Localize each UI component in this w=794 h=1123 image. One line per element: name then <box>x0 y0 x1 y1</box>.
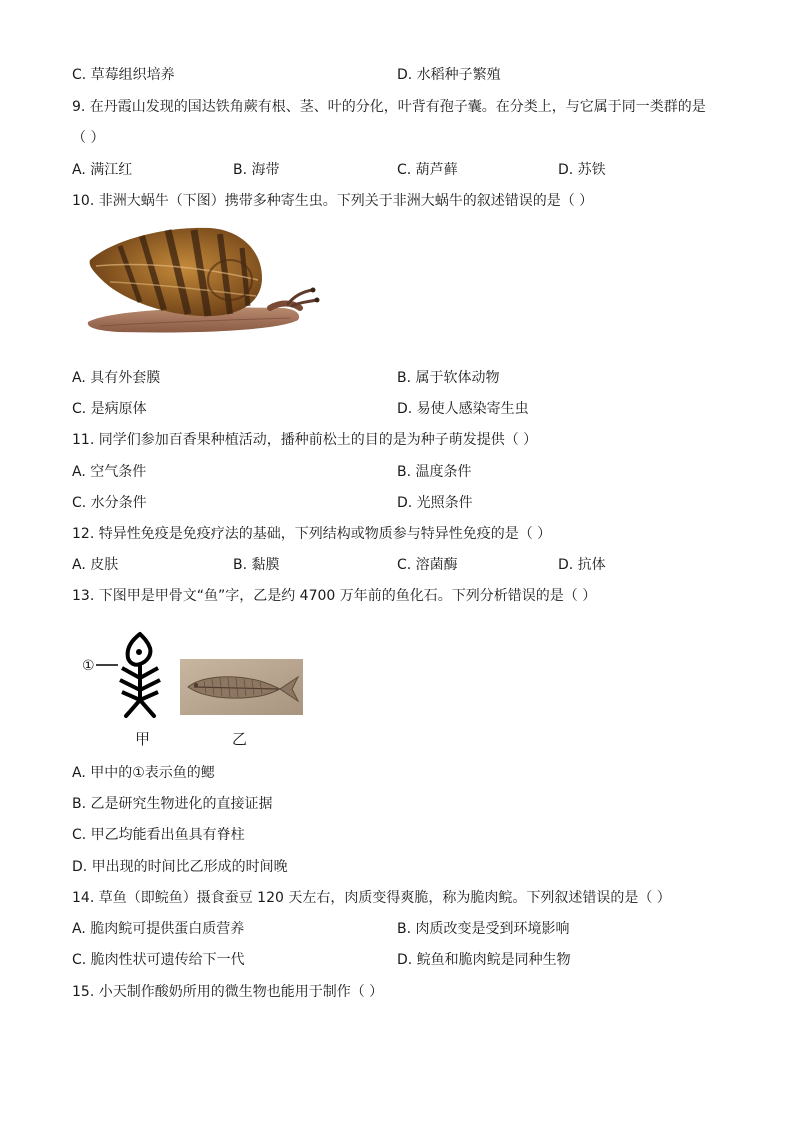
q9-option-c: C. 葫芦藓 <box>397 162 458 178</box>
q10-option-c: C. 是病原体 <box>72 401 147 417</box>
q15-stem: 15. 小天制作酸奶所用的微生物也能用于制作（ ） <box>72 984 384 1000</box>
q12-stem: 12. 特异性免疫是免疫疗法的基础，下列结构或物质参与特异性免疫的是（ ） <box>72 526 552 542</box>
q11-option-b: B. 温度条件 <box>397 464 472 480</box>
q8-option-c: C. 草莓组织培养 <box>72 67 175 83</box>
label-yi: 乙 <box>232 730 248 748</box>
snail-image <box>80 222 320 350</box>
q12-option-b: B. 黏膜 <box>233 557 280 573</box>
q9-stem: 9. 在丹霞山发现的国达铁角蕨有根、茎、叶的分化，叶背有孢子囊。在分类上，与它属于同一类群的是 <box>72 99 706 115</box>
q13-option-b: B. 乙是研究生物进化的直接证据 <box>72 796 273 812</box>
label-jia: 甲 <box>135 730 151 748</box>
q11-option-c: C. 水分条件 <box>72 495 147 511</box>
q10-option-d: D. 易使人感染寄生虫 <box>397 401 529 417</box>
oracle-fish-character-image <box>96 630 170 718</box>
q12-option-a: A. 皮肤 <box>72 557 119 573</box>
q13-option-d: D. 甲出现的时间比乙形成的时间晚 <box>72 859 288 875</box>
q12-option-c: C. 溶菌酶 <box>397 557 458 573</box>
q9-option-b: B. 海带 <box>233 162 280 178</box>
q14-option-d: D. 鲩鱼和脆肉鲩是同种生物 <box>397 952 571 968</box>
marker-circled-1: ① <box>82 658 95 674</box>
q13-option-c: C. 甲乙均能看出鱼具有脊柱 <box>72 827 245 843</box>
q9-option-d: D. 苏铁 <box>558 162 606 178</box>
q14-option-a: A. 脆肉鲩可提供蛋白质营养 <box>72 921 245 937</box>
q11-option-d: D. 光照条件 <box>397 495 473 511</box>
q9-paren: （ ） <box>72 130 105 146</box>
q14-stem: 14. 草鱼（即鲩鱼）摄食蚕豆 120 天左右，肉质变得爽脆，称为脆肉鲩。下列叙述错误的是（ ） <box>72 890 671 906</box>
q10-stem: 10. 非洲大蜗牛（下图）携带多种寄生虫。下列关于非洲大蜗牛的叙述错误的是（ ） <box>72 193 594 209</box>
q9-option-a: A. 满江红 <box>72 162 133 178</box>
q14-option-c: C. 脆肉性状可遗传给下一代 <box>72 952 245 968</box>
q13-option-a: A. 甲中的①表示鱼的鳃 <box>72 765 215 781</box>
q14-option-b: B. 肉质改变是受到环境影响 <box>397 921 570 937</box>
q11-option-a: A. 空气条件 <box>72 464 147 480</box>
q10-option-a: A. 具有外套膜 <box>72 370 161 386</box>
q8-option-d: D. 水稻种子繁殖 <box>397 67 501 83</box>
q10-option-b: B. 属于软体动物 <box>397 370 500 386</box>
fish-fossil-image <box>180 659 303 715</box>
q12-option-d: D. 抗体 <box>558 557 606 573</box>
q11-stem: 11. 同学们参加百香果种植活动，播种前松土的目的是为种子萌发提供（ ） <box>72 432 538 448</box>
q13-stem: 13. 下图甲是甲骨文“鱼”字，乙是约 4700 万年前的鱼化石。下列分析错误的是（ ） <box>72 588 597 604</box>
